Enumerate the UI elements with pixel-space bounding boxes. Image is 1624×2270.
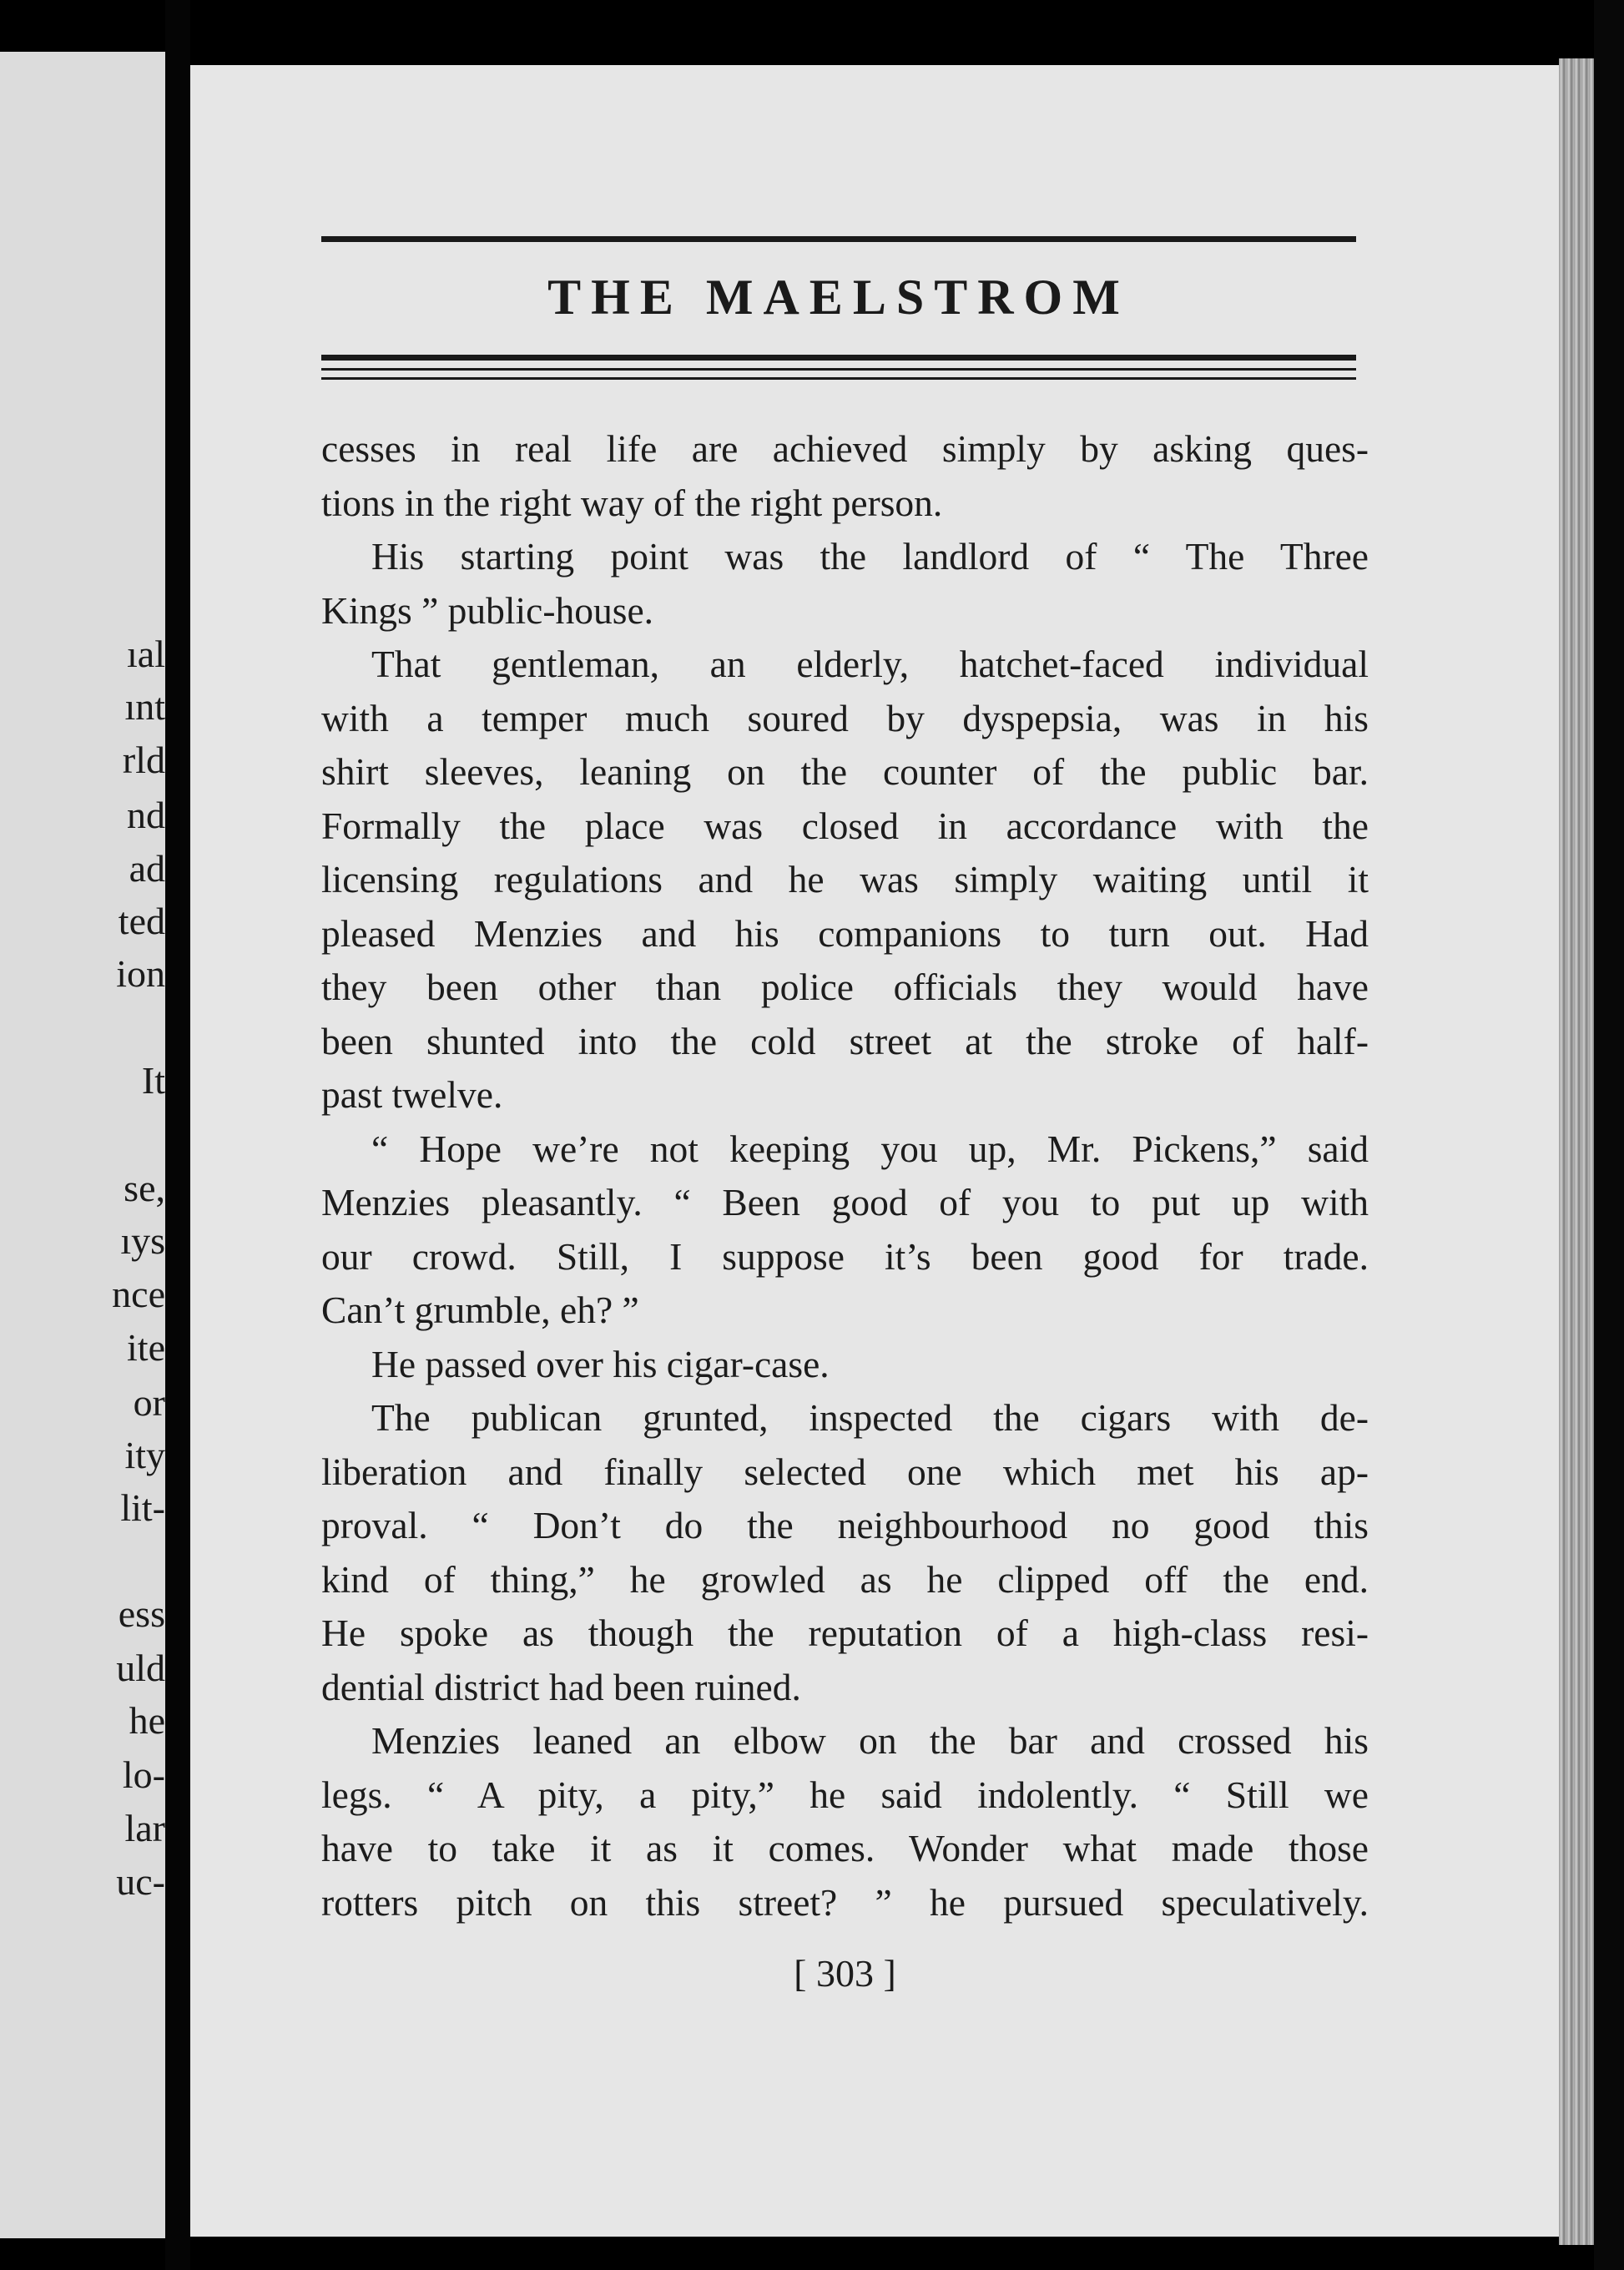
page-stack-edge: [1559, 58, 1594, 2245]
left-fragment: lit-: [120, 1486, 165, 1529]
running-head: THE MAELSTROM: [547, 270, 1130, 325]
left-fragment: nce: [112, 1273, 165, 1315]
page-number: [ 303 ]: [794, 1952, 896, 1995]
text-line: our crowd. Still, I suppose it’s been good for trade.: [321, 1234, 1369, 1278]
left-fragment: lar: [124, 1807, 165, 1849]
left-fragment: uc-: [116, 1860, 165, 1903]
text-line: Menzies leaned an elbow on the bar and crossed his: [371, 1719, 1369, 1762]
text-line: The publican grunted, inspected the cigars with de-: [371, 1396, 1369, 1439]
text-line: dential district had been ruined.: [321, 1665, 801, 1708]
left-fragment: nd: [127, 794, 165, 836]
text-line: Can’t grumble, eh? ”: [321, 1289, 639, 1331]
text-line: legs. “ A pity, a pity,” he said indolently. “ Still we: [321, 1773, 1369, 1816]
header-rule-bottom-thick: [321, 355, 1356, 361]
text-line: shirt sleeves, leaning on the counter of the public bar.: [321, 750, 1369, 793]
text-line: “ Hope we’re not keeping you up, Mr. Pickens,” said: [371, 1127, 1369, 1170]
text-line: liberation and finally selected one which met his ap-: [321, 1450, 1369, 1493]
left-fragment: ted: [118, 900, 165, 942]
text-line: He passed over his cigar-case.: [371, 1342, 830, 1385]
left-fragment: ad: [129, 847, 165, 890]
previous-page-edge: [0, 52, 165, 2238]
left-fragment: ıys: [120, 1219, 165, 1262]
left-fragment: se,: [124, 1167, 165, 1209]
text-line: past twelve.: [321, 1073, 503, 1116]
text-line: kind of thing,” he growled as he clipped off the end.: [321, 1557, 1369, 1601]
book-gutter: [165, 0, 190, 2270]
text-line: Menzies pleasantly. “ Been good of you to put up with: [321, 1181, 1369, 1223]
text-line: That gentleman, an elderly, hatchet-faced individual: [371, 643, 1369, 685]
left-fragment: he: [129, 1699, 165, 1742]
text-line: His starting point was the landlord of “ The Three: [371, 535, 1369, 578]
text-line: tions in the right way of the right person.: [321, 481, 943, 524]
left-fragment: or: [133, 1381, 165, 1424]
text-line: been shunted into the cold street at the stroke of half-: [321, 1019, 1369, 1062]
left-fragment: ınt: [124, 685, 165, 728]
left-fragment: ion: [116, 952, 165, 995]
text-line: He spoke as though the reputation of a high-class resi-: [321, 1612, 1369, 1654]
left-fragment: ess: [118, 1592, 165, 1635]
text-line: licensing regulations and he was simply waiting until it: [321, 858, 1369, 900]
text-line: they been other than police officials they would have: [321, 966, 1369, 1008]
text-line: have to take it as it comes. Wonder what made those: [321, 1827, 1369, 1869]
header-rule-bottom-thin-2: [321, 377, 1356, 380]
left-fragment: ity: [124, 1434, 165, 1476]
left-fragment: uld: [116, 1647, 165, 1689]
text-line: proval. “ Don’t do the neighbourhood no good this: [321, 1504, 1369, 1546]
left-fragment: ite: [127, 1326, 165, 1369]
text-line: pleased Menzies and his companions to turn out. Had: [321, 911, 1369, 955]
header-rule-bottom-thin-1: [321, 368, 1356, 371]
body-text: [321, 422, 1369, 1930]
left-fragment: ıal: [127, 633, 165, 675]
text-line: rotters pitch on this street? ” he pursued speculatively.: [321, 1880, 1369, 1924]
header-rule-top: [321, 236, 1356, 242]
left-fragment: It: [141, 1059, 165, 1102]
scan-border: [1594, 0, 1624, 2270]
text-line: Kings ” public-house.: [321, 588, 654, 632]
text-line: cesses in real life are achieved simply by asking ques-: [321, 427, 1369, 470]
text-line: Formally the place was closed in accordance with the: [321, 804, 1369, 847]
left-fragment: rld: [122, 739, 165, 781]
left-fragment: lo-: [122, 1753, 165, 1796]
text-line: with a temper much soured by dyspepsia, was in his: [321, 696, 1369, 739]
